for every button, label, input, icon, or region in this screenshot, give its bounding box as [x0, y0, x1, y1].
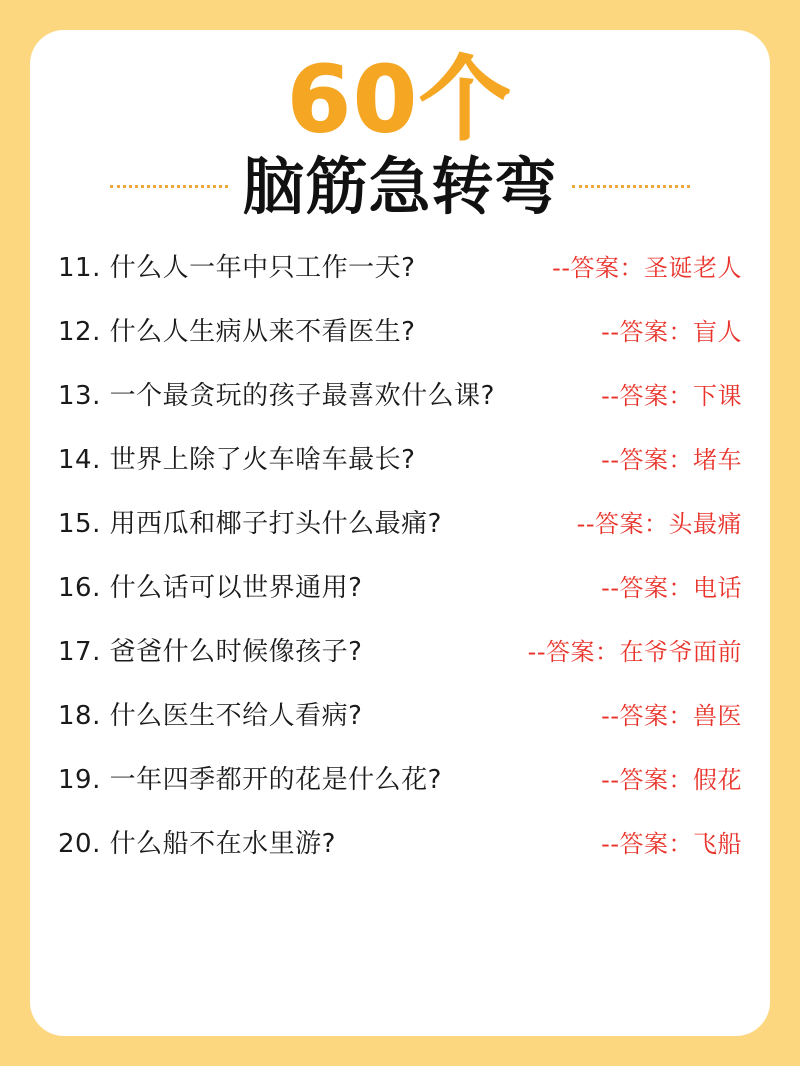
list-item	[58, 247, 742, 284]
list-item	[58, 695, 742, 732]
question-text: 16. 什么话可以世界通用?	[58, 572, 363, 603]
answer-text: --答案：头最痛	[576, 509, 742, 538]
subtitle-block	[30, 149, 770, 223]
question-text: 19. 一年四季都开的花是什么花?	[58, 764, 442, 795]
answer-text: --答案：下课	[601, 381, 742, 410]
divider-left	[110, 185, 228, 188]
question-text: 13. 一个最贪玩的孩子最喜欢什么课?	[58, 380, 495, 411]
answer-text: --答案：堵车	[601, 445, 742, 474]
list-item	[58, 631, 742, 668]
list-item	[58, 503, 742, 540]
qa-list	[30, 247, 770, 860]
answer-text: --答案：圣诞老人	[552, 253, 742, 282]
question-text: 12. 什么人生病从来不看医生?	[58, 316, 416, 347]
page-title: 脑筋急转弯	[242, 149, 558, 223]
question-text: 18. 什么医生不给人看病?	[58, 700, 363, 731]
divider-right	[572, 185, 690, 188]
list-item	[58, 567, 742, 604]
question-text: 14. 世界上除了火车啥车最长?	[58, 444, 416, 475]
list-item	[58, 311, 742, 348]
answer-text: --答案：电话	[601, 573, 742, 602]
answer-text: --答案：兽医	[601, 701, 742, 730]
title-number: 60个	[286, 46, 514, 153]
answer-text: --答案：飞船	[601, 829, 742, 858]
list-item	[58, 439, 742, 476]
answer-text: --答案：盲人	[601, 317, 742, 346]
question-text: 20. 什么船不在水里游?	[58, 828, 336, 859]
answer-text: --答案：在爷爷面前	[527, 637, 742, 666]
question-text: 17. 爸爸什么时候像孩子?	[58, 636, 363, 667]
answer-text: --答案：假花	[601, 765, 742, 794]
list-item	[58, 823, 742, 860]
list-item	[58, 759, 742, 796]
title-block	[30, 46, 770, 153]
question-text: 15. 用西瓜和椰子打头什么最痛?	[58, 508, 442, 539]
card-container	[30, 30, 770, 1036]
list-item	[58, 375, 742, 412]
question-text: 11. 什么人一年中只工作一天?	[58, 252, 416, 283]
